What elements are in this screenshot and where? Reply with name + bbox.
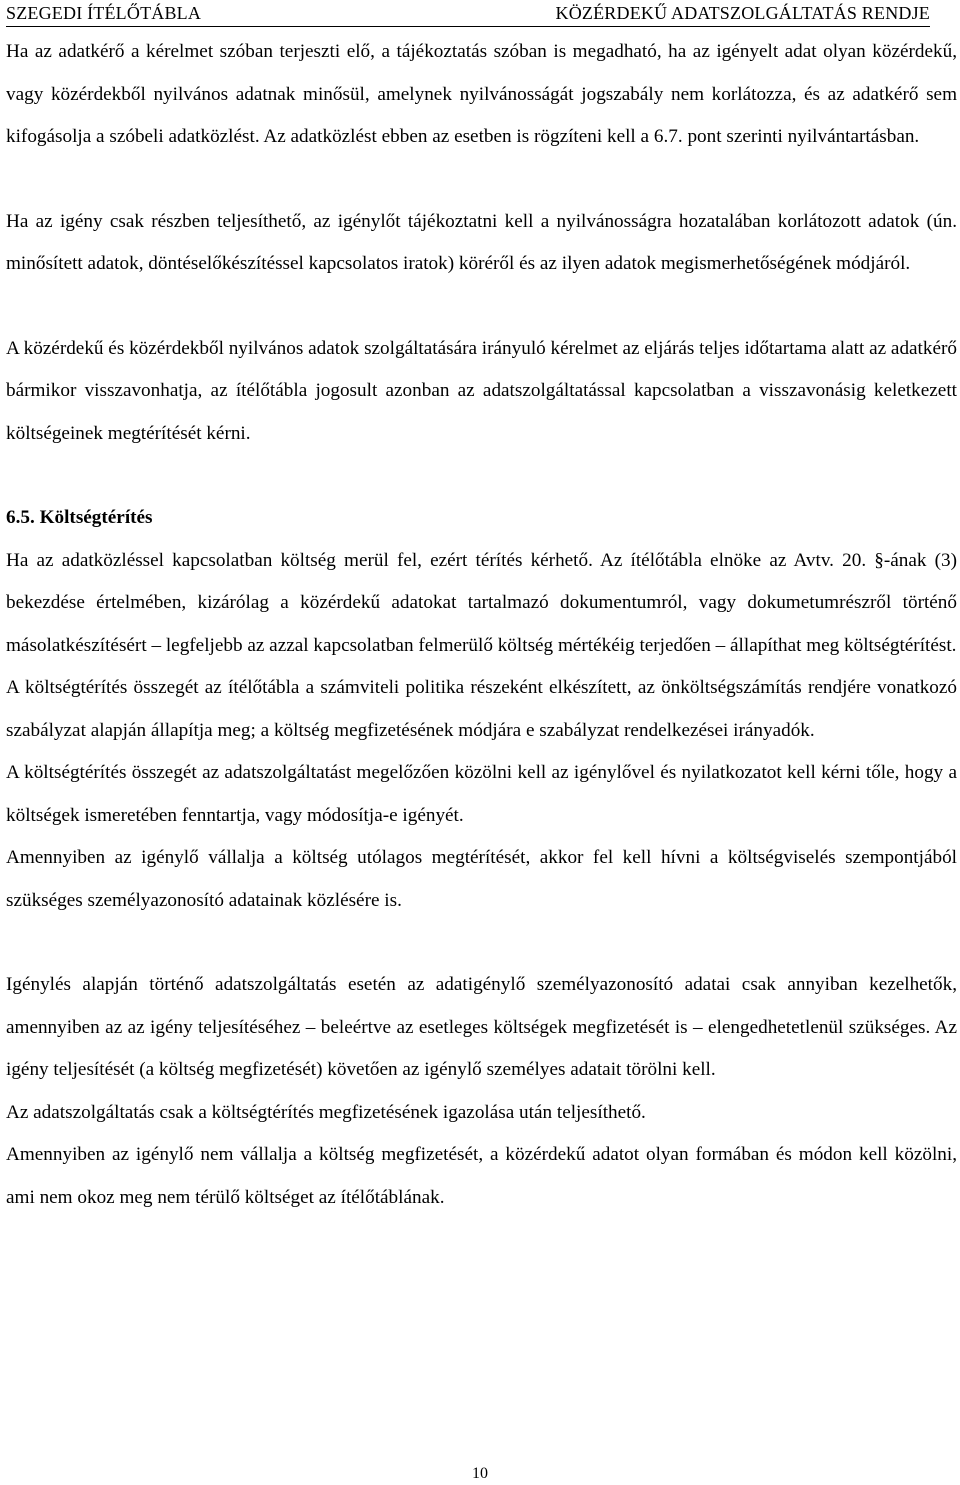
paragraph-withdrawal: A közérdekű és közérdekből nyilvános adatok szolgáltatására irányuló kérelmet az eljárás teljes időtartama alatt az adatkérő bármikor visszavonhatja, az ítélőtábla jogosult azonban az adatszolgáltatással kapcsolatban a visszavonásig keletkezett költségeinek megtérítését kérni. (6, 337, 957, 444)
paragraph-partial-fulfillment: Ha az igény csak részben teljesíthető, az igénylőt tájékoztatni kell a nyilvánosságra hozatalában korlátozott adatok (ún. minősített adatok, döntéselőkészítéssel kapcsolatos iratok) köréről és az ilyen adatok megismerhetőségének módjáról. (6, 210, 957, 274)
page-number: 10 (472, 1465, 488, 1482)
paragraph-no-cost-delivery: Amennyiben az igénylő nem vállalja a költség megfizetését, a közérdekű adatot olyan formában és módon kell közölni, ami nem okoz meg nem térülő költséget az ítélőtáblának. (6, 1144, 957, 1208)
paragraph-payment-proof: Az adatszolgáltatás csak a költségtérítés megfizetésének igazolása után teljesíthető. (6, 1101, 646, 1123)
page-header (6, 2, 930, 27)
document-body (6, 31, 957, 1219)
paragraph-personal-data: Igénylés alapján történő adatszolgáltatás esetén az adatigénylő személyazonosító adatai csak annyiban kezelhetők, amennyiben az az igény teljesítéséhez – beleértve az esetleges költségek megfizetését is – elengedhetetlenül szükséges. Az igény teljesítését (a költség megfizetését) követően az igénylő személyes adatait törölni kell. (6, 974, 957, 1080)
page-footer (0, 1464, 960, 1484)
paragraph-cost-amount: A költségtérítés összegét az ítélőtábla a számviteli politika részeként elkészített, az önköltségszámítás rendjére vonatkozó szabályzat alapján állapítja meg; a költség megfizetésének módjára e szabályzat rendelkezései irányadók. (6, 677, 957, 741)
paragraph-cost-notification: A költségtérítés összegét az adatszolgáltatást megelőzően közölni kell az igénylővel és nyilatkozatot kell kérni tőle, hogy a költségek ismeretében fenntartja, vagy módosítja-e igényét. (6, 762, 957, 826)
header-court-name: SZEGEDI ÍTÉLŐTÁBLA (6, 3, 202, 23)
header-document-title: KÖZÉRDEKŰ ADATSZOLGÁLTATÁS RENDJE (555, 3, 930, 23)
paragraph-cost-basis: Ha az adatközléssel kapcsolatban költség merül fel, ezért térítés kérhető. Az ítélőtábla elnöke az Avtv. 20. §-ának (3) bekezdése értelmében, kizárólag a közérdekű adatokat tartalmazó dokumentumról, vagy dokumetumrészről történő másolatkészítésért – legfeljebb az azzal kapcsolatban felmerülő költség mértékéig terjedően – állapíthat meg költségtérítést. (6, 549, 957, 656)
section-heading-cost-reimbursement: 6.5. Költségtérítés (6, 507, 153, 528)
paragraph-cost-acceptance: Amennyiben az igénylő vállalja a költség utólagos megtérítését, akkor fel kell hívni a költségviselés szempontjából szükséges személyazonosító adatainak közlésére is. (6, 847, 957, 911)
paragraph-oral-request: Ha az adatkérő a kérelmet szóban terjeszti elő, a tájékoztatás szóban is megadható, ha az igényelt adat olyan közérdekű, vagy közérdekből nyilvános adatnak minősül, amelynek nyilvánosságát jogszabály nem korlátozza, és az adatkérő sem kifogásolja a szóbeli adatközlést. Az adatközlést ebben az esetben is rögzíteni kell a 6.7. pont szerinti nyilvántartásban. (6, 41, 957, 147)
